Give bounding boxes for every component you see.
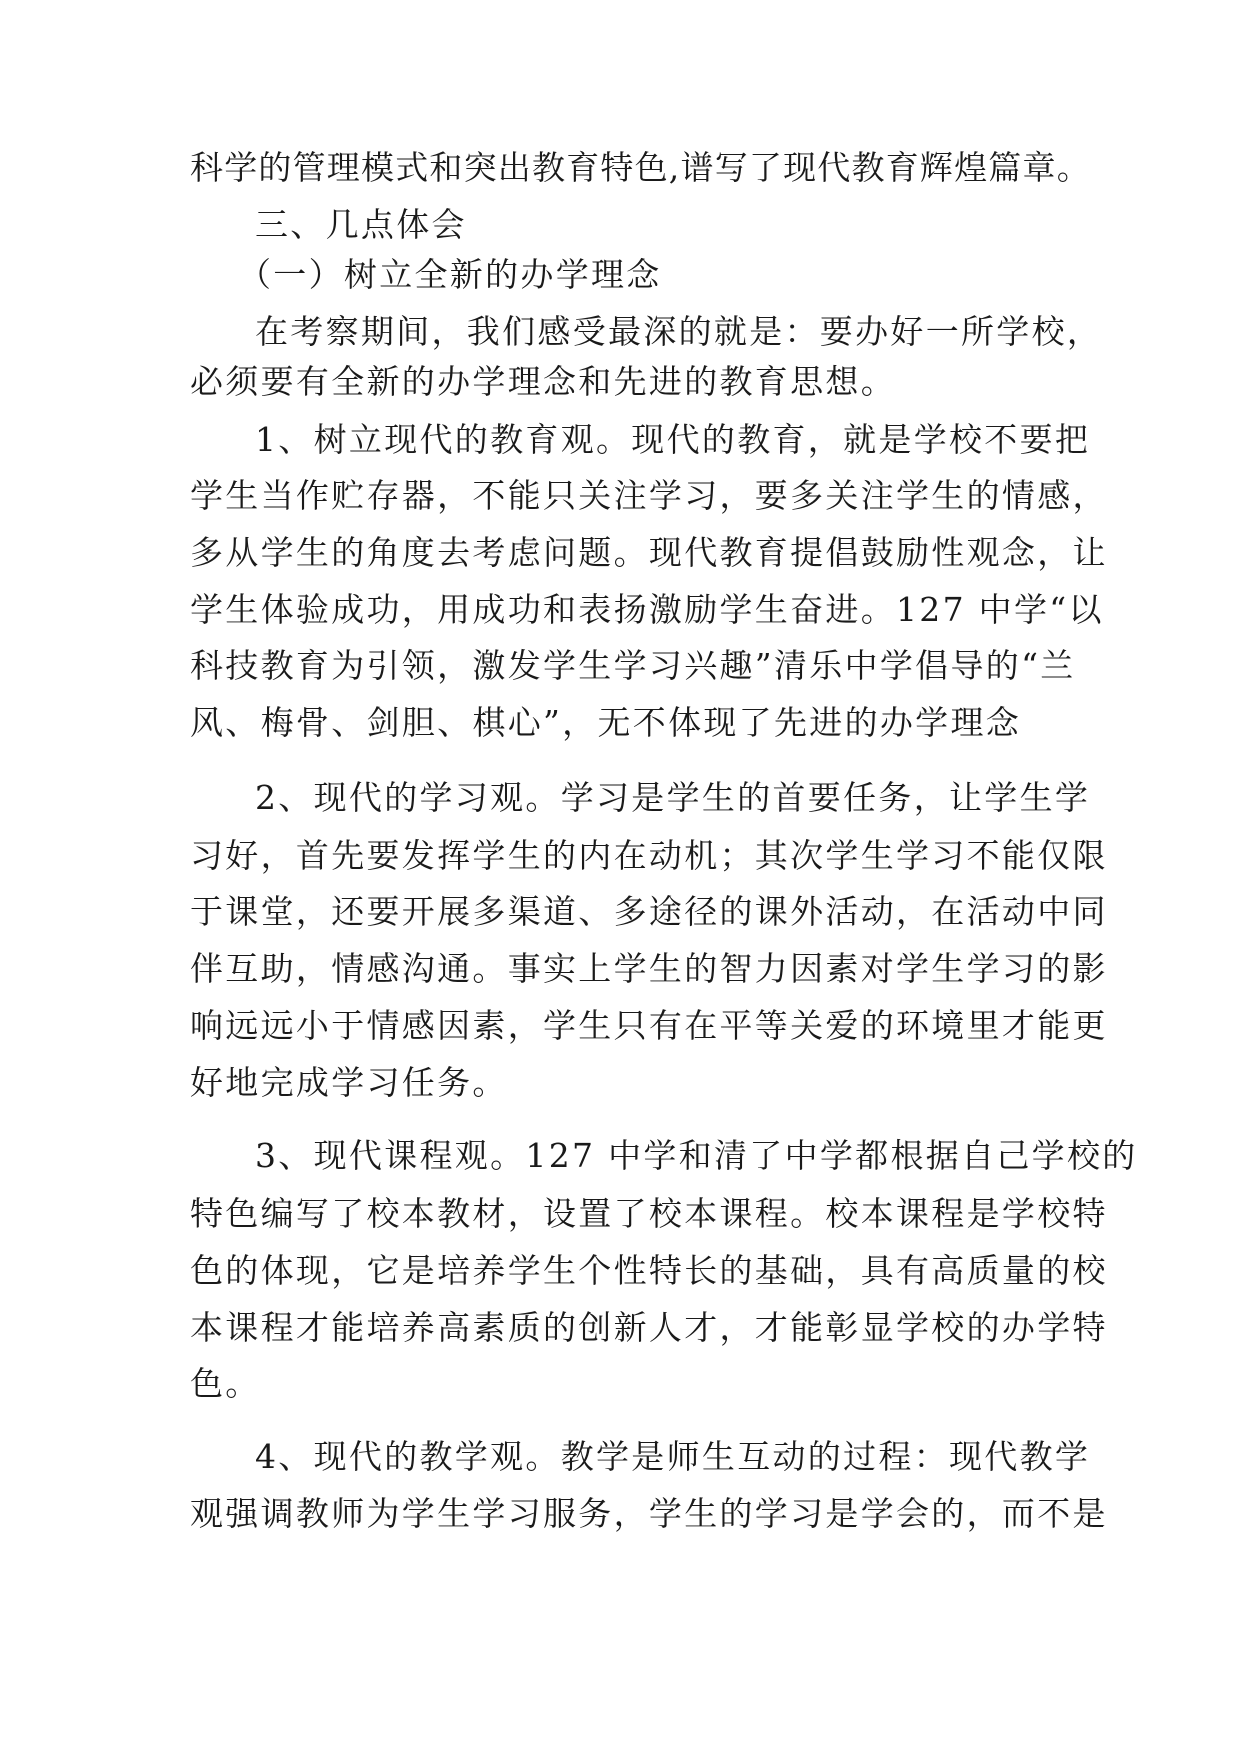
- paragraph-line: 多从学生的角度去考虑问题。现代教育提倡鼓励性观念，让: [190, 533, 1108, 572]
- paragraph-line: 习好，首先要发挥学生的内在动机；其次学生学习不能仅限: [190, 836, 1108, 875]
- paragraph-line: 学生体验成功，用成功和表扬激励学生奋进。127 中学“以: [190, 590, 1104, 629]
- paragraph-line: 好地完成学习任务。: [190, 1063, 508, 1102]
- paragraph-line: 响远远小于情感因素，学生只有在平等关爱的环境里才能更: [190, 1006, 1108, 1045]
- paragraph-line: 3、现代课程观。127 中学和清了中学都根据自己学校的: [255, 1136, 1138, 1175]
- paragraph-line: 于课堂，还要开展多渠道、多途径的课外活动，在活动中同: [190, 892, 1108, 931]
- paragraph-line: 伴互助，情感沟通。事实上学生的智力因素对学生学习的影: [190, 949, 1108, 988]
- paragraph-line: 色。: [190, 1364, 261, 1403]
- paragraph-line: 科学的管理模式和突出教育特色,谱写了现代教育辉煌篇章。: [190, 148, 1091, 187]
- paragraph-line: 特色编写了校本教材，设置了校本课程。校本课程是学校特: [190, 1194, 1108, 1233]
- subsection-heading: （一）树立全新的办学理念: [238, 255, 662, 294]
- paragraph-line: 本课程才能培养高素质的创新人才，才能彰显学校的办学特: [190, 1308, 1108, 1347]
- paragraph-line: 在考察期间，我们感受最深的就是：要办好一所学校，: [255, 312, 1103, 351]
- paragraph-line: 2、现代的学习观。学习是学生的首要任务，让学生学: [255, 778, 1091, 817]
- paragraph-line: 风、梅骨、剑胆、棋心”，无不体现了先进的办学理念: [190, 703, 1022, 742]
- paragraph-line: 观强调教师为学生学习服务，学生的学习是学会的，而不是: [190, 1494, 1108, 1533]
- paragraph-line: 必须要有全新的办学理念和先进的教育思想。: [190, 362, 896, 401]
- section-heading: 三、几点体会: [255, 205, 467, 244]
- paragraph-line: 科技教育为引领，激发学生学习兴趣”清乐中学倡导的“兰: [190, 646, 1076, 685]
- paragraph-line: 1、树立现代的教育观。现代的教育，就是学校不要把: [255, 420, 1091, 459]
- paragraph-line: 学生当作贮存器，不能只关注学习，要多关注学生的情感，: [190, 476, 1108, 515]
- paragraph-line: 4、现代的教学观。教学是师生互动的过程：现代教学: [255, 1437, 1091, 1476]
- paragraph-line: 色的体现，它是培养学生个性特长的基础，具有高质量的校: [190, 1251, 1108, 1290]
